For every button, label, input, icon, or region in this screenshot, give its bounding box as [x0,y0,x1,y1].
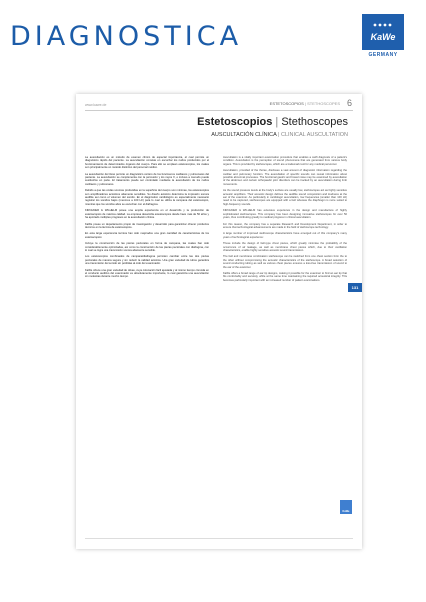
page-number: 6 [346,98,352,108]
website-url[interactable]: www.kawe.de [85,103,107,107]
paragraph-en: As the sound pressure levels at the body's surface are usually low, stethoscopes act as highly sensitive acoustic amplifiers. Their acoustic design defines the audible sound composition and loudness at the ear of the examiner. As particularly in cardiologic auscultation, low frequencies (smaller than 100 Hz) need to be captured, stethoscopes are equipped with a bell whereas the diaphragm is more suited to high-frequency sounds. [223,189,347,206]
paragraph-es: KaWe ofrece una gran variedad de olivas, cuya colocación fácil ajustada y al mismo tiempo cómoda en el conducto auditivo del examinador es absolutamente importante, lo cual garantiza una auscultación sin molestias durante mucho tiempo. [85,268,209,279]
paragraph-en: Auscultation, provided of the thorax, discloses a vast amount of diagnostic information regarding the cardiac and pulmonary function. The auscultation of specific sounds can reveal information about possible abnormal processes. The functional gastric and bowel noise may be examined by auscultation of the abdomen and certain orthopaedic joint disorders can be tracked by an auscultation during limb movements. [223,169,347,186]
catalog-page [76,94,362,549]
paragraph-es: Los estetoscopios combinados de campana/diafragma permiten cambiar entre las dos piezas pectorales de manera segura y sin reducir la calidad acústica. Una gran variedad de tubos garantiza una transmisión del sonido sin pérdidas al oído del examinador. [85,255,209,266]
paragraph-es: KaWe posee un departamento propio de investigación y desarrollo para garantizar ofrecer productos técnicos en la técnica de estetoscopios. [85,222,209,229]
paragraph-es: Debido a que las ondas sonoras producidas en la superficie del cuerpo son mínimas, los estetoscopios son amplificadores acústicos altamente sensibles. Su diseño acústico determina la impresión sonora audible así como el volumen del sonido. En el diagnóstico cardiológico es especialmente necesario registrar los sonidos bajos (menores a 100 Hz) para lo cual se utiliza la campana del estetoscopio, mientras que los sonidos altos se escuchan con el diafragma. [85,189,209,206]
title-en: Stethoscopes [281,116,348,128]
page-title: DIAGNOSTICA [10,21,243,52]
paragraph-en: These include the design of bell-type chest pieces, which greatly minimise the probability of the occurrence of air leakage, as well as membrane chest pieces which, due to their oscillation characteristics, enable highly sensitive acoustic sound transmission. [223,242,347,252]
paragraph-en: Auscultation is a vitally important examination procedure that enables a swift diagnosis of a patient's condition. Auscultation is the perception of sound phenomena that are generated from various body organs. This is provided by stethoscopes, which are a trademark tool for any medical personnel. [223,156,347,166]
paragraph-es: La auscultación es un método de examen clínico de especial importancia, el cual permite un diagnóstico rápido del paciente. La auscultación consiste en escuchar los ruidos producidos por el funcionamiento de determinados órganos del cuerpo. Para ello se emplean estetoscopios, los cuales son principalmente un método distintivo del personal médico. [85,156,209,170]
paragraph-en: For this reason, the company has a separate Research and Development Department, in order to ensure that technological advancements are made in the field of stethoscope technology. [223,222,347,229]
paragraph-en: KIRCHNER & WILHELM has extensive experience in the design and manufacture of highly sophisticated stethoscopes. This company has been designing innovative stethoscopes for over 50 years, thus contributing greatly to medical progress in clinical auscultation. [223,209,347,220]
logo-wordmark: KaWe [370,32,396,42]
section-header: ESTETOSCOPIOS | STETHOSCOPES [269,101,340,106]
subtitle-en: CLINICAL AUSCULTATION [280,132,348,138]
subtitle-es: AUSCULTACIÓN CLÍNICA [211,132,277,138]
paragraph-en: The bell and membrane combination stethoscope can be switched from one chest section form the to the other without compromising the acoustic characteristics of the stethoscope. A broad selection of sound conducting tubing as well as various chest pieces ensures a loss-free transmission of sound to the ear of the examiner. [223,255,347,269]
spanish-text-column [85,156,209,282]
footer-divider [85,538,353,539]
product-subtitle [211,132,348,138]
section-header-es: ESTETOSCOPIOS [269,101,304,106]
catalog-page-tab[interactable]: 131 [348,283,362,292]
section-header-en: STETHOSCOPES [307,101,340,106]
paragraph-es: La auscultación del tórax permite un diagnóstico certero de los fenómenos cardiacos y pulmonares del paciente. La auscultación se complementa con la percusión y los rayos X, e incluso a menudo puede sustituirlos en parte. El tratamiento puede ser controlado mediante la auscultación de los ruidos cardiacos y pulmonares. [85,172,209,186]
paragraph-es: Incluye la construcción de las piezas pectorales en forma de campana, las cuales han sido considerablemente optimizadas, así como la construcción de las piezas pectorales con diafragma, con lo cual se logra una transmisión sonora altamente sensible. [85,242,209,252]
english-text-column [223,156,347,285]
subtitle-separator: | [278,132,280,138]
product-title [197,116,348,128]
kawe-badge-icon [340,500,352,514]
badge-label: KaWe [342,510,350,513]
logo-dots-icon [372,20,394,30]
paragraph-es: En esta larga experiencia técnica han sido mejorados una gran cantidad de características de los estetoscopios: [85,232,209,239]
title-es: Estetoscopios [197,116,273,128]
paragraph-en: KaWe offers a broad range of ear tip designs, making it possible for the examiner to find an ear tip that fits comfortably and securely, while at the same time maintaining the required acoustical integrity. This becomes particularly important with an increased number of patient examinations. [223,271,347,282]
header-divider [85,110,353,111]
title-separator: | [275,116,279,128]
brand-logo [362,14,404,62]
paragraph-es: KIRCHNER & WILHELM posee una amplia experiencia en el desarrollo y la producción de estetoscopios de máxima calidad. La empresa desarrolla estetoscopios desde hace más de 50 años y ha aportado múltiples progresos en la auscultación clínica. [85,209,209,220]
paragraph-en: A large number of improved stethoscope characteristics have emerged out of this company's many years of technological experience: [223,232,347,239]
logo-country: GERMANY [368,52,398,58]
